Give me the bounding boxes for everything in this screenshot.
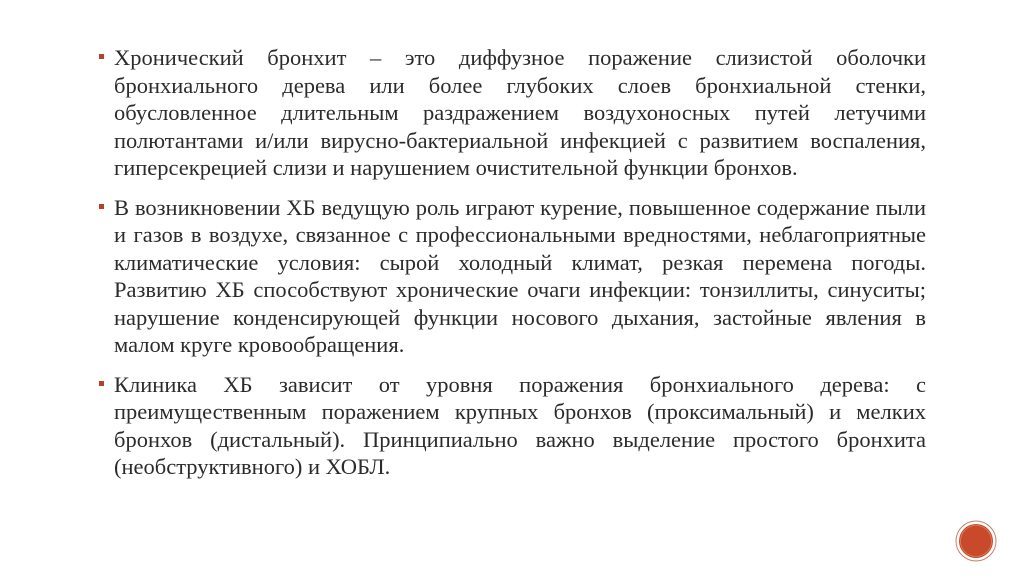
square-bullet-icon (99, 204, 104, 209)
bullet-text: Хронический бронхит – это диффузное поражение слизистой оболочки бронхиального дерева или более глубоких слоев бронхиальной стенки, обусловленное длительным раздражением воздухоносных путей летучими полютантами и/или вирусно-бактериальной инфекцией с развитием воспаления, гиперсекрецией слизи и нарушением очистительной функции бронхов. (114, 45, 926, 180)
bullet-list (98, 44, 926, 493)
orange-circle-badge-icon (955, 520, 997, 562)
square-bullet-icon (99, 381, 104, 386)
bullet-item (98, 44, 926, 182)
bullet-text: Клиника ХБ зависит от уровня поражения бронхиального дерева: с преимущественным поражением крупных бронхов (проксимальный) и мелких бронхов (дистальный). Принципиально важно выделение простого бронхита (необструктивного) и ХОБЛ. (114, 371, 926, 479)
square-bullet-icon (99, 54, 104, 59)
bullet-text: В возникновении ХБ ведущую роль играют курение, повышенное содержание пыли и газов в воздухе, связанное с профессиональными вредностями, неблагоприятные климатические условия: сырой холодный климат, резкая перемена погоды. Развитию ХБ способствуют хронические очаги инфекции: тонзиллиты, синуситы; нарушение конденсирующей функции носового дыхания, застойные явления в малом круге кровообращения. (114, 194, 926, 357)
bullet-item (98, 371, 926, 481)
bullet-item (98, 194, 926, 359)
